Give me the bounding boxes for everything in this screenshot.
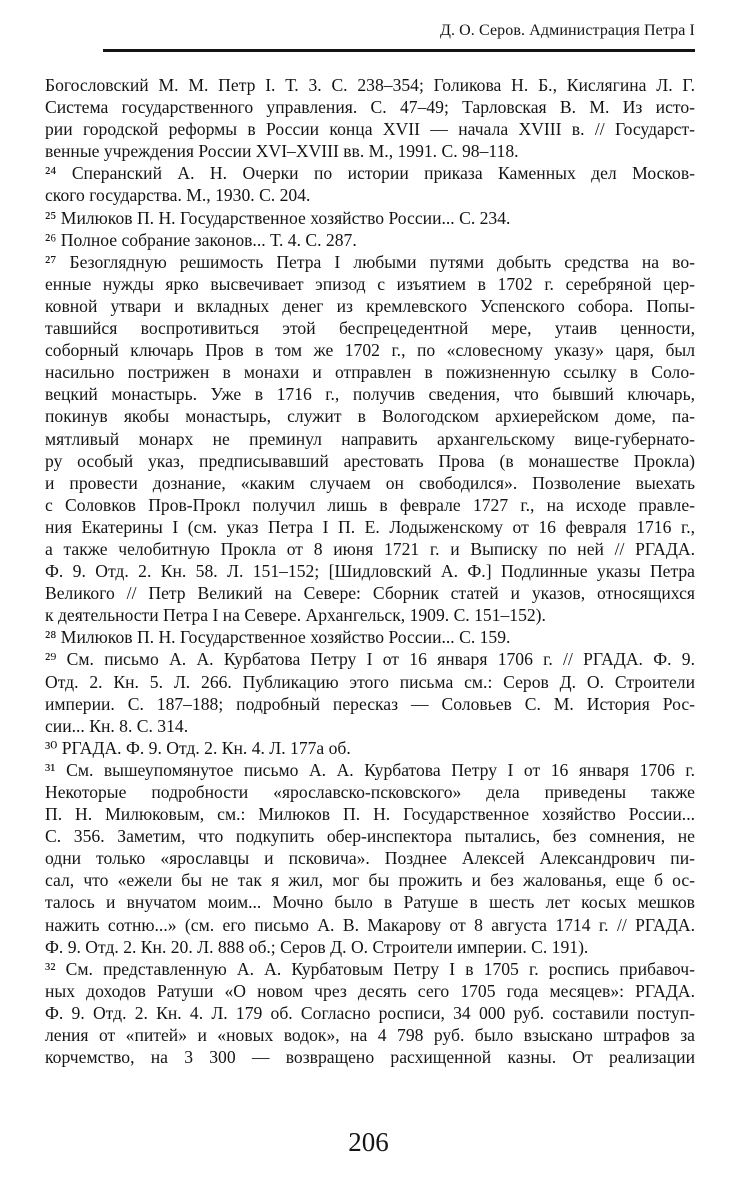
text-line: талось и внучатом моим... Мочно было в Ратуше в шесть лет косых мешков [45, 892, 695, 913]
text-line: вецкий монастырь. Уже в 1716 г., получив сведения, что бывший ключарь, [45, 384, 695, 405]
text-line: а также челобитную Прокла от 8 июня 1721 г. и Выписку по ней // РГАДА. [45, 538, 695, 559]
page-number: 206 [348, 1127, 389, 1157]
text-line: ³² См. представленную А. А. Курбатовым Петру I в 1705 г. роспись прибавоч- [45, 958, 695, 979]
text-line: тавшийся воспротивиться этой беспрецедентной мере, утаив ценности, [45, 318, 695, 339]
text-line: Ф. 9. Отд. 2. Кн. 58. Л. 151–152; [Шидловский А. Ф.] Подлинные указы Петра [45, 561, 695, 582]
text-line: ления от «питей» и «новых водок», на 4 798 руб. было взыскано штрафов за [45, 1025, 695, 1046]
text-line: ния Екатерины I (см. указ Петра I П. Е. Лодыженскому от 16 февраля 1716 г., [45, 516, 695, 537]
text-line: ²⁵ Милюков П. Н. Государственное хозяйство России... С. 234. [45, 207, 511, 228]
text-line: ²⁷ Безоглядную решимость Петра I любыми путями добыть средства на во- [45, 251, 695, 272]
text-line: мятливый монарх не преминул направить архангельскому вице-губернато- [45, 428, 695, 449]
text-line: Ф. 9. Отд. 2. Кн. 20. Л. 888 об.; Серов Д. О. Строители империи. С. 191). [45, 936, 589, 957]
text-line: покинув якобы монастырь, служит в Вологодском архиерейском доме, па- [45, 406, 695, 427]
text-line: одни только «ярославцы и псковича». Позднее Алексей Александрович пи- [45, 848, 695, 869]
text-line: С. 356. Заметим, что подкупить обер-инспектора пытались, без сомнения, не [45, 826, 695, 847]
text-line: нажить сотню...» (см. его письмо А. В. Макарову от 8 августа 1714 г. // РГАДА. [45, 914, 695, 935]
text-line: Богословский М. М. Петр I. Т. 3. С. 238–354; Голикова Н. Б., Кислягина Л. Г. [45, 75, 695, 95]
running-header-title: Д. О. Серов. Администрация Петра I [439, 22, 695, 39]
footnotes-text [45, 74, 695, 1068]
text-line: Система государственного управления. С. 47–49; Тарловская В. М. Из исто- [45, 97, 695, 118]
text-line: ру особый указ, предписывавший арестовать Прова (в монашестве Прокла) [45, 450, 695, 471]
text-line: енные нужды ярко высвечивает эпизод с изъятием в 1702 г. серебряной цер- [45, 273, 695, 294]
text-line: ковной утвари и вкладных денег из кремлевского Успенского собора. Попы- [45, 295, 695, 316]
text-line: ³¹ См. вышеупомянутое письмо А. А. Курбатова Петру I от 16 января 1706 г. [45, 759, 695, 780]
text-line: Некоторые подробности «ярославско-псковского» дела приведены также [45, 782, 695, 802]
header-rule [103, 49, 695, 52]
text-line: империи. С. 187–188; подробный пересказ — Соловьев С. М. История Рос- [45, 693, 695, 714]
running-header [103, 22, 695, 58]
text-line: рии городской реформы в России конца XVII — начала XVIII в. // Государст- [45, 119, 695, 140]
text-line: к деятельности Петра I на Севере. Архангельск, 1909. С. 151–152). [45, 605, 546, 626]
text-line: соборный ключарь Пров в том же 1702 г., по «словесному указу» царя, был [45, 340, 695, 361]
text-line: корчемство, на 3 300 — возвращено расхищенной казны. От реализации [45, 1047, 695, 1068]
text-line: ²⁴ Сперанский А. Н. Очерки по истории приказа Каменных дел Москов- [45, 163, 695, 184]
text-line: ²⁸ Милюков П. Н. Государственное хозяйство России... С. 159. [45, 627, 511, 648]
text-line: П. Н. Милюковым, см.: Милюков П. Н. Государственное хозяйство России... [45, 804, 695, 825]
text-line: ных доходов Ратуши «О новом чрез десять сего 1705 года месяцев»: РГАДА. [45, 980, 695, 1001]
text-line: ²⁹ См. письмо А. А. Курбатова Петру I от 16 января 1706 г. // РГАДА. Ф. 9. [45, 649, 695, 670]
text-line: с Соловков Пров-Прокл получил лишь в феврале 1727 г., на исходе правле- [45, 494, 695, 515]
text-line: Ф. 9. Отд. 2. Кн. 4. Л. 179 об. Согласно росписи, 34 000 руб. составили поступ- [45, 1002, 695, 1023]
text-line: Отд. 2. Кн. 5. Л. 266. Публикацию этого письма см.: Серов Д. О. Строители [45, 671, 695, 692]
text-line: ского государства. М., 1930. С. 204. [45, 185, 311, 206]
text-line: насильно пострижен в монахи и отправлен в пожизненную ссылку в Соло- [45, 362, 695, 383]
text-line: Великого // Петр Великий на Севере: Сборник статей и указов, относящихся [45, 583, 695, 604]
text-line: сии... Кн. 8. С. 314. [45, 715, 189, 736]
text-line: и провести дознание, «каким случаем он свободился». Позволение выехать [45, 472, 695, 493]
text-line: ³⁰ РГАДА. Ф. 9. Отд. 2. Кн. 4. Л. 177а об. [45, 737, 351, 758]
text-line: венные учреждения России XVI–XVIII вв. М., 1991. С. 98–118. [45, 141, 519, 162]
text-line: ²⁶ Полное собрание законов... Т. 4. С. 287. [45, 229, 357, 250]
text-line: сал, что «ежели бы не так я жил, мог бы прожить и без жалованья, еще б ос- [45, 870, 695, 891]
